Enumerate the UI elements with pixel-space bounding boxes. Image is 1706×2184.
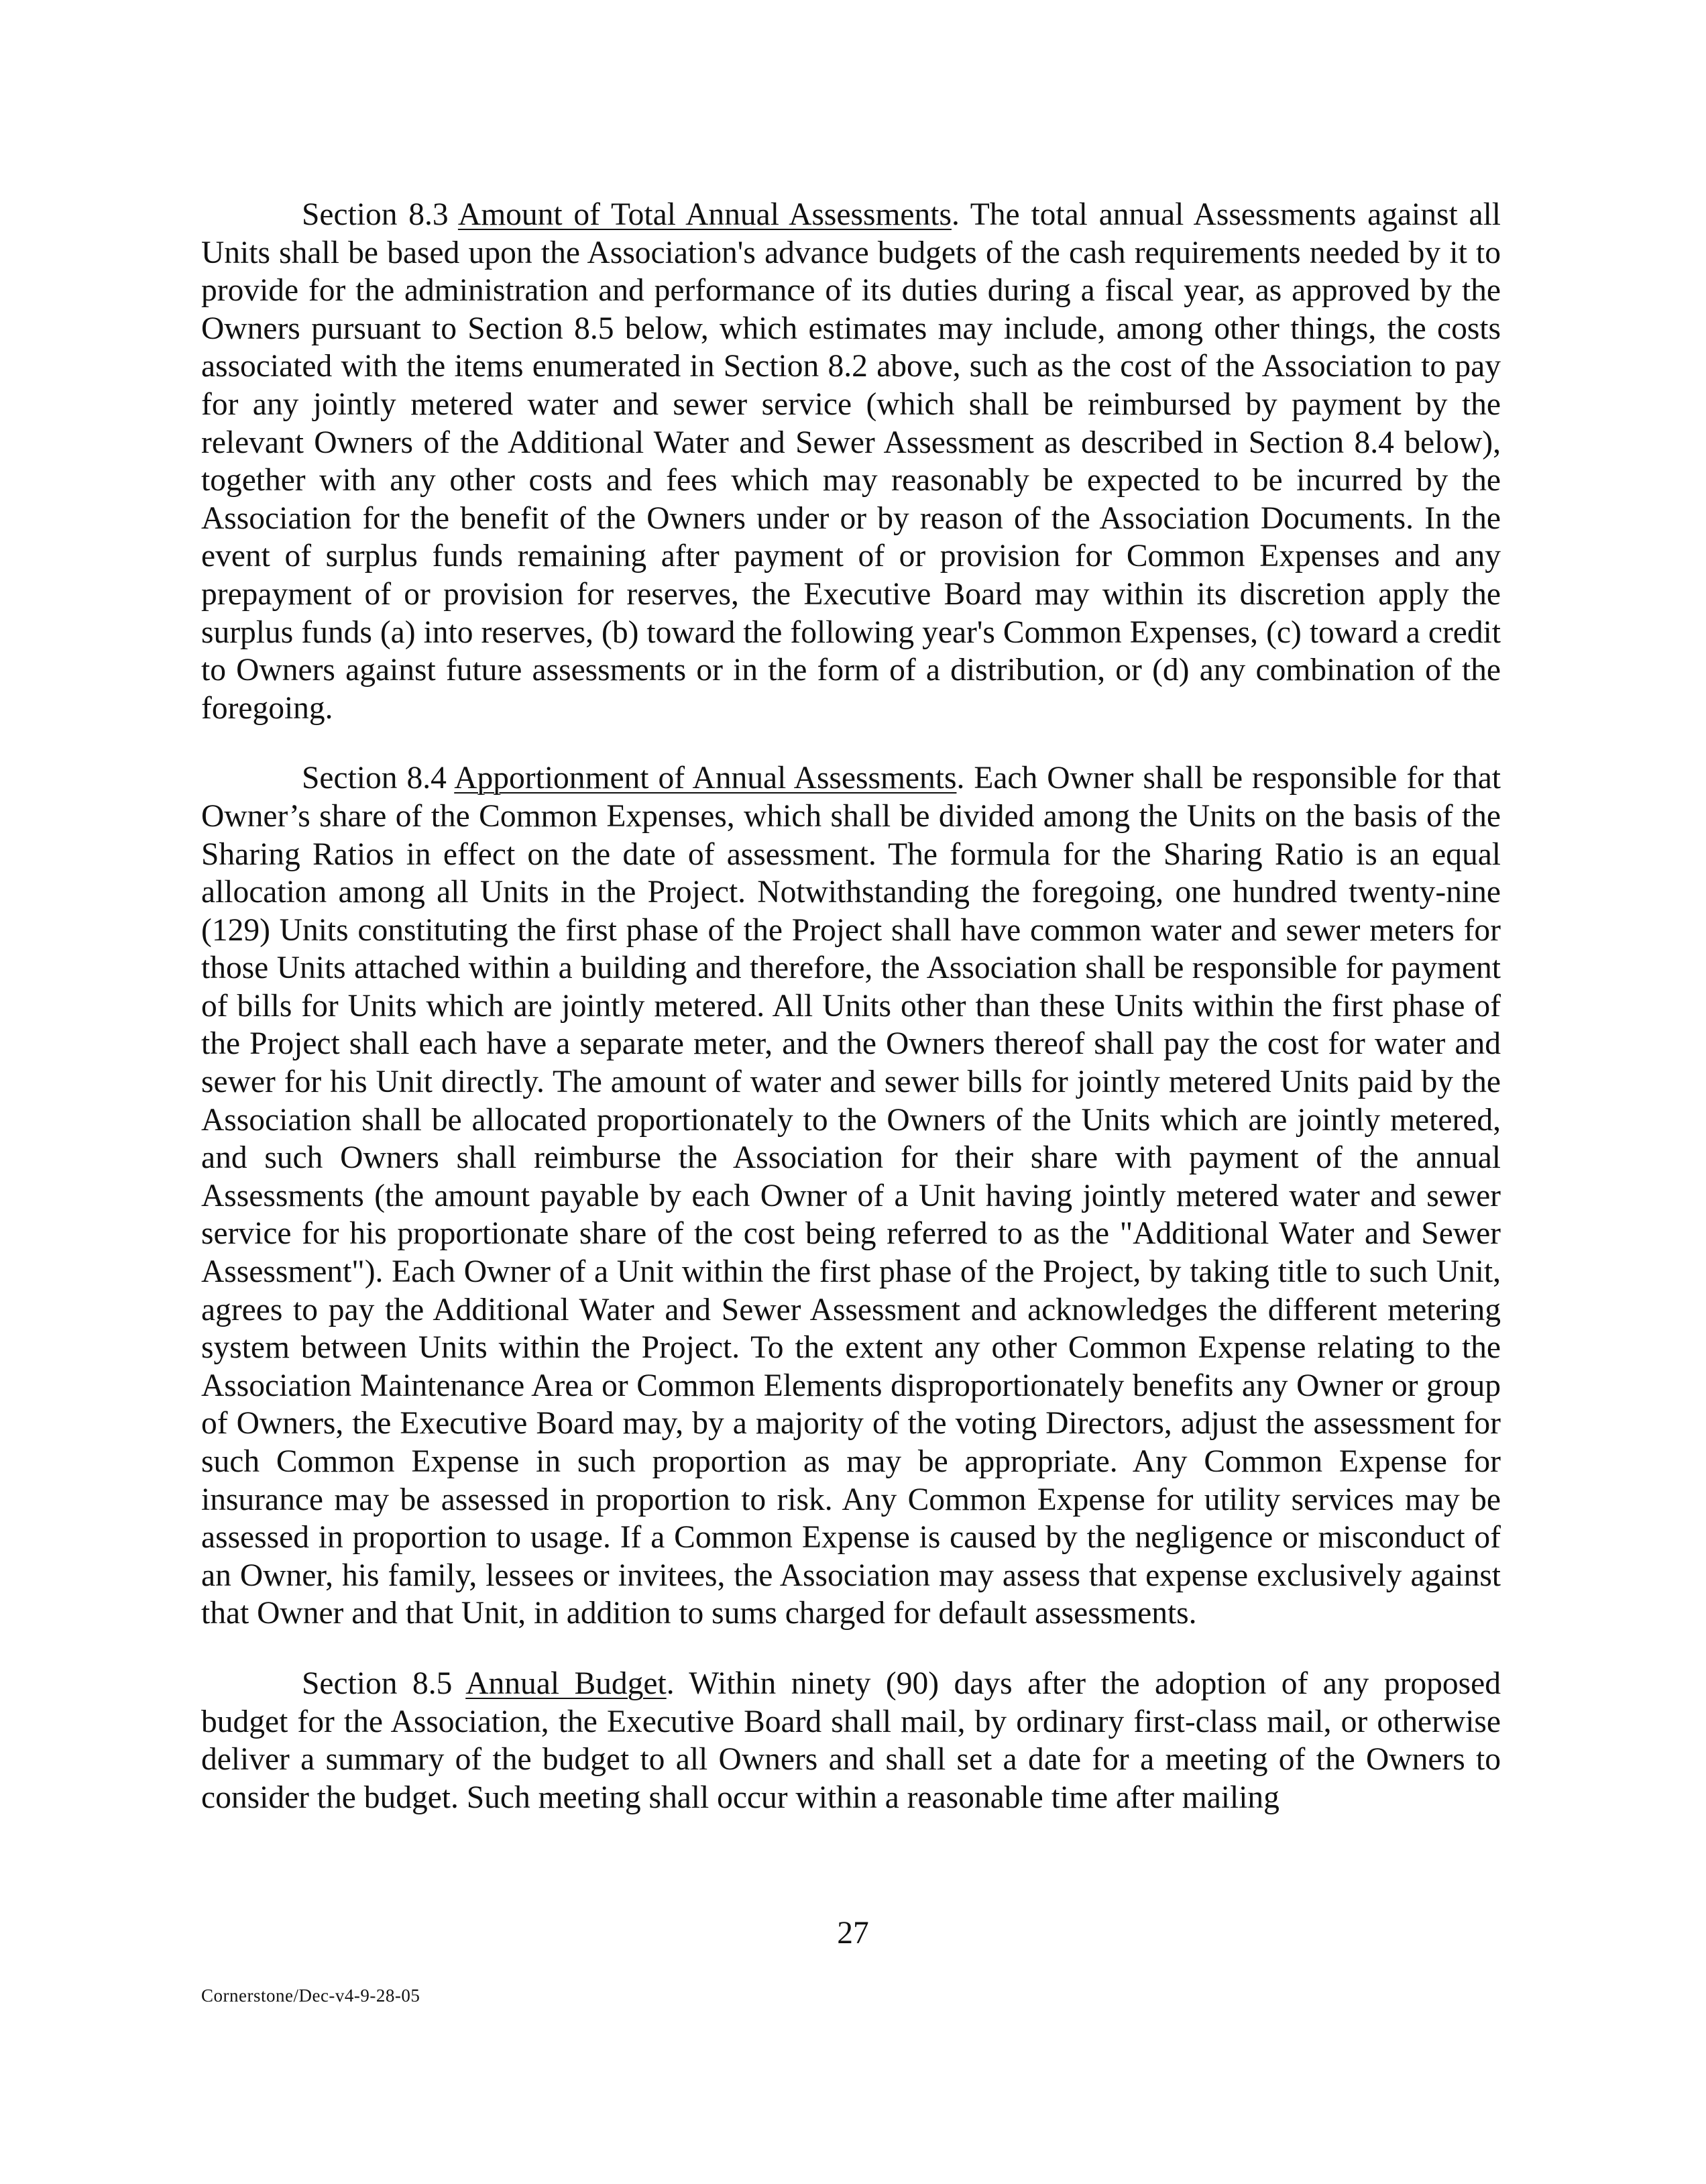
section-8-5-title: Annual Budget xyxy=(465,1666,667,1701)
section-8-5: Section 8.5 Annual Budget. Within ninety (90) days after the adoption of any proposed budget for the Association, the Executive Board shall mail, by ordinary first-class mail, or otherwise deliver a summary of the budget to all Owners and shall set a date for a meeting of the Owners to consider the budget. Such meeting shall occur within a reasonable time after mailing xyxy=(201,1666,1501,1815)
section-8-5-text: Within ninety (90) days after the adoption of any proposed budget for the Association, the Executive Board shall mail, by ordinary first-class mail, or otherwise deliver a summary of the budget to all Owners and shall set a date for a meeting of the Owners to consider the budget. Such meeting shall occur within a reasonable time after mailing xyxy=(201,1666,1501,1815)
section-8-3: Section 8.3 Amount of Total Annual Assessments. The total annual Assessments against all Units shall be based upon the Association's advance budgets of the cash requirements needed by it to provide for the administration and performance of its duties during a fiscal year, as approved by the Owners pursuant to Section 8.5 below, which estimates may include, among other things, the costs associated with the items enumerated in Section 8.2 above, such as the cost of the Association to pay for any jointly metered water and sewer service (which shall be reimbursed by payment by the relevant Owners of the Additional Water and Sewer Assessment as described in Section 8.4 below), together with any other costs and fees which may reasonably be expected to be incurred by the Association for the benefit of the Owners under or by reason of the Association Documents. In the event of surplus funds remaining after payment of or provision for Common Expenses and any prepayment of or provision for reserves, the Executive Board may within its discretion apply the surplus funds (a) into reserves, (b) toward the following year's Common Expenses, (c) toward a credit to Owners against future assessments or in the form of a distribution, or (d) any combination of the foregoing. xyxy=(201,197,1501,726)
document-body xyxy=(201,196,1501,1849)
section-8-3-text: The total annual Assessments against all Units shall be based upon the Association's advance budgets of the cash requirements needed by it to provide for the administration and performance of its duties during a fiscal year, as approved by the Owners pursuant to Section 8.5 below, which estimates may include, among other things, the costs associated with the items enumerated in Section 8.2 above, such as the cost of the Association to pay for any jointly metered water and sewer service (which shall be reimbursed by payment by the relevant Owners of the Additional Water and Sewer Assessment as described in Section 8.4 below), together with any other costs and fees which may reasonably be expected to be incurred by the Association for the benefit of the Owners under or by reason of the Association Documents. In the event of surplus funds remaining after payment of or provision for Common Expenses and any prepayment of or provision for reserves, the Executive Board may within its discretion apply the surplus funds (a) into reserves, (b) toward the following year's Common Expenses, (c) toward a credit to Owners against future assessments or in the form of a distribution, or (d) any combination of the foregoing. xyxy=(201,197,1501,726)
page-number: 27 xyxy=(837,1916,869,1951)
section-8-3-number: Section 8.3 xyxy=(302,197,449,232)
section-8-4-title: Apportionment of Annual Assessments xyxy=(454,761,957,796)
section-8-4-text: Each Owner shall be responsible for that Owner’s share of the Common Expenses, which shall be divided among the Units on the basis of the Sharing Ratios in effect on the date of assessment. The formula for the Sharing Ratio is an equal allocation among all Units in the Project. Notwithstanding the foregoing, one hundred twenty-nine (129) Units constituting the first phase of the Project shall have common water and sewer meters for those Units attached within a building and therefore, the Association shall be responsible for payment of bills for Units which are jointly metered. All Units other than these Units within the first phase of the Project shall each have a separate meter, and the Owners thereof shall pay the cost for water and sewer for his Unit directly. The amount of water and sewer bills for jointly metered Units paid by the Association shall be allocated proportionately to the Owners of the Units which are jointly metered, and such Owners shall reimburse the Association for their share with payment of the annual Assessments (the amount payable by each Owner of a Unit having jointly metered water and sewer service for his proportionate share of the cost being referred to as the "Additional Water and Sewer Assessment"). Each Owner of a Unit within the first phase of the Project, by taking title to such Unit, agrees to pay the Additional Water and Sewer Assessment and acknowledges the different metering system between Units within the Project. To the extent any other Common Expense relating to the Association Maintenance Area or Common Elements disproportionately benefits any Owner or group of Owners, the Executive Board may, by a majority of the voting Directors, adjust the assessment for such Common Expense in such proportion as may be appropriate. Any Common Expense for insurance may be assessed in proportion to risk. Any Common Expense for utility services may be assessed in proportion to usage. If a Common Expense is caused by the negligence or misconduct of an Owner, his family, lessees or invitees, the Association may assess that expense exclusively against that Owner and that Unit, in addition to sums charged for default assessments. xyxy=(201,761,1501,1631)
section-8-5-number: Section 8.5 xyxy=(302,1666,453,1701)
section-8-4: Section 8.4 Apportionment of Annual Assessments. Each Owner shall be responsible for that Owner’s share of the Common Expenses, which shall be divided among the Units on the basis of the Sharing Ratios in effect on the date of assessment. The formula for the Sharing Ratio is an equal allocation among all Units in the Project. Notwithstanding the foregoing, one hundred twenty-nine (129) Units constituting the first phase of the Project shall have common water and sewer meters for those Units attached within a building and therefore, the Association shall be responsible for payment of bills for Units which are jointly metered. All Units other than these Units within the first phase of the Project shall each have a separate meter, and the Owners thereof shall pay the cost for water and sewer for his Unit directly. The amount of water and sewer bills for jointly metered Units paid by the Association shall be allocated proportionately to the Owners of the Units which are jointly metered, and such Owners shall reimburse the Association for their share with payment of the annual Assessments (the amount payable by each Owner of a Unit having jointly metered water and sewer service for his proportionate share of the cost being referred to as the "Additional Water and Sewer Assessment"). Each Owner of a Unit within the first phase of the Project, by taking title to such Unit, agrees to pay the Additional Water and Sewer Assessment and acknowledges the different metering system between Units within the Project. To the extent any other Common Expense relating to the Association Maintenance Area or Common Elements disproportionately benefits any Owner or group of Owners, the Executive Board may, by a majority of the voting Directors, adjust the assessment for such Common Expense in such proportion as may be appropriate. Any Common Expense for insurance may be assessed in proportion to risk. Any Common Expense for utility services may be assessed in proportion to usage. If a Common Expense is caused by the negligence or misconduct of an Owner, his family, lessees or invitees, the Association may assess that expense exclusively against that Owner and that Unit, in addition to sums charged for default assessments. xyxy=(201,761,1501,1631)
section-8-3-title: Amount of Total Annual Assessments xyxy=(457,197,952,232)
footer-document-id: Cornerstone/Dec-v4-9-28-05 xyxy=(201,1985,420,2006)
section-8-4-number: Section 8.4 xyxy=(302,761,447,796)
